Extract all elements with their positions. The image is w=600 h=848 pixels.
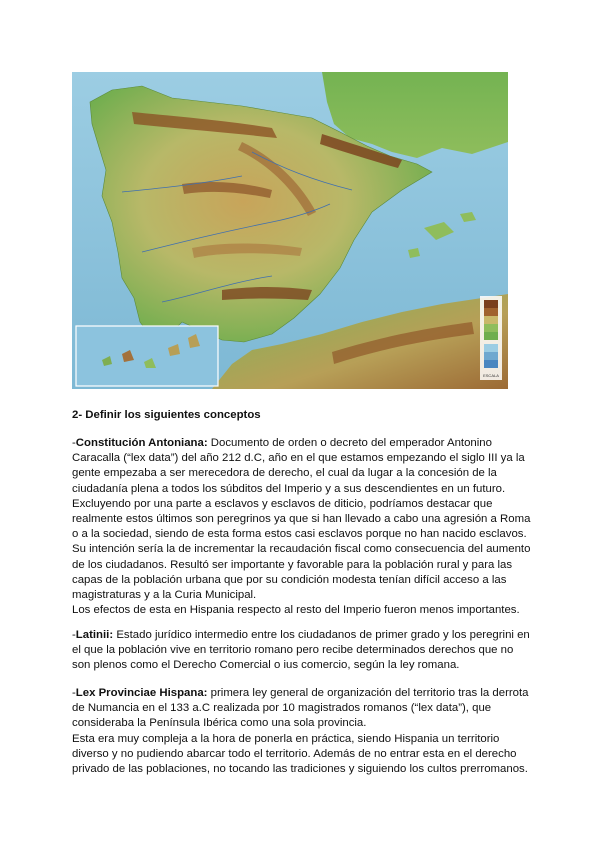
concept-term: Latinii: bbox=[75, 629, 114, 641]
concept-definition bbox=[72, 686, 534, 732]
concept-constitucion-antoniana bbox=[72, 436, 534, 618]
concept-prefix: - bbox=[72, 437, 76, 449]
concept-prefix: - bbox=[72, 687, 76, 699]
concept-definition bbox=[72, 436, 534, 603]
legend-label: ESCALA bbox=[483, 373, 499, 378]
concept-term: Lex Provinciae Hispana: bbox=[75, 687, 208, 699]
section-heading: 2- Definir los siguientes conceptos bbox=[72, 409, 261, 421]
concept-latinii bbox=[72, 628, 534, 674]
map-graphic bbox=[72, 72, 508, 389]
concept-lex-provinciae-hispana bbox=[72, 686, 534, 777]
concept-prefix: - bbox=[72, 629, 76, 641]
iberian-peninsula-map bbox=[72, 72, 508, 389]
concept-extra: Los efectos de esta en Hispania respecto al resto del Imperio fueron menos importantes. bbox=[72, 604, 520, 617]
concept-text: primera ley general de organización del territorio tras la derrota de Numancia en el 133 a.C realizada por 10 magistrados romanos (“lex data”), que consideraba la Península Ibérica como una sola provincia. bbox=[72, 687, 529, 730]
concept-definition bbox=[72, 628, 534, 674]
concept-extra: Esta era muy compleja a la hora de ponerla en práctica, siendo Hispania un territorio diverso y no pudiendo abarcar todo el territorio. Además de no entrar esta en el derecho privado de las poblaciones, no tocando las tradiciones y siguiendo los cultos prerromanos. bbox=[72, 732, 528, 776]
concept-text: Estado jurídico intermedio entre los ciudadanos de primer grado y los peregrini en el que la población vive en territorio romano pero recibe determinados derechos que no son plenos como el Derecho Comercial o ius comercio, según la ley romana. bbox=[72, 629, 530, 672]
concept-text: Documento de orden o decreto del emperador Antonino Caracalla (“lex data”) del año 212 d.C, año en el que estamos empezando el siglo III ya la gente empezaba a ser merecedora de derecho, el cual da lugar a la concesión de la ciudadanía plena a todos los súbditos del Imperio y a sus descendientes en un futuro. Excluyendo por una parte a esclavos y esclavos de diticio, podríamos destacar que realmente estos últimos son peregrinos ya que si han llevado a cabo una agresión a Roma o a la sociedad, siendo de esta forma estos casi esclavos porque no han nacido esclavos. Su intención sería la de incrementar la recaudación fiscal como consecuencia del aumento de los ciudadanos. Resultó ser importante y favorable para la población rural y para las capas de la población urbana que por su condición modesta tenían difícil acceso a las magistraturas y a la Curia Municipal. bbox=[72, 437, 531, 602]
concept-term: Constitución Antoniana: bbox=[75, 437, 208, 449]
